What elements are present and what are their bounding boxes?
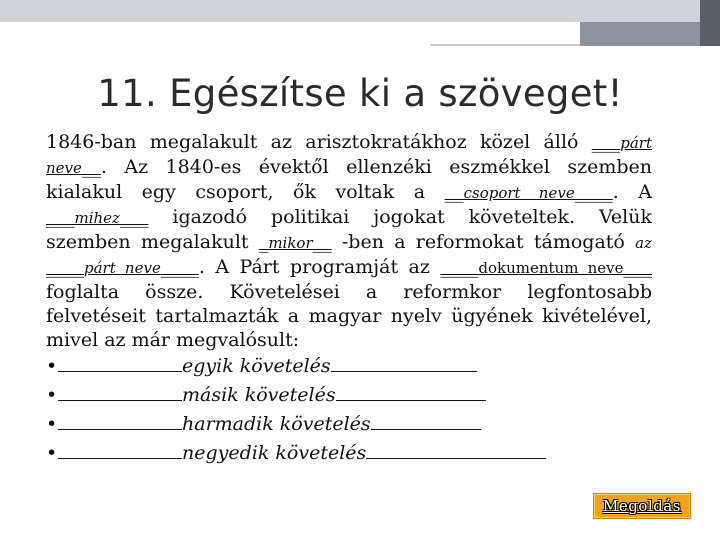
blank-date[interactable]: _mikor__ — [258, 231, 332, 253]
answer-blank[interactable] — [366, 440, 546, 459]
header-accent-bar — [580, 22, 700, 46]
blank-document[interactable]: ____dokumentum neve___ — [440, 256, 652, 278]
list-item — [46, 381, 652, 410]
slide-title: 11. Egészítse ki a szöveget! — [97, 72, 623, 115]
demand-label: egyik követelés — [182, 355, 331, 377]
demand-label: másik követelés — [182, 384, 336, 406]
demands-list — [46, 352, 652, 468]
text-segment: . A Párt programját az — [198, 256, 441, 278]
list-item — [46, 352, 652, 381]
blank-model[interactable]: ___mihez___ — [46, 206, 149, 228]
bullet: • — [46, 384, 58, 406]
text-segment: foglalta össze. Követelései a reformkor legfontosabb felvetéseit tartalmazták a magyar nyelv ügyének kivételével, mivel az már megvalósult: — [46, 281, 652, 351]
header-divider — [430, 44, 580, 46]
blank-party-1[interactable]: ___párt neve__ — [46, 131, 652, 178]
demand-label: negyedik követelés — [182, 442, 367, 464]
header-bar — [0, 0, 700, 22]
blank-party-2[interactable]: ____párt neve____ — [46, 256, 199, 278]
text-segment: 1846-ban megalakult az arisztokratákhoz közel álló — [46, 131, 592, 153]
text-segment: . Az 1840-es évektől ellenzéki eszmékkel szemben kialakul egy csoport, ők voltak a — [46, 156, 652, 203]
answer-blank[interactable] — [58, 353, 182, 372]
demand-label: harmadik követelés — [182, 413, 371, 435]
exercise-content — [46, 130, 652, 468]
text-segment: . A — [612, 181, 652, 203]
answer-blank[interactable] — [58, 440, 182, 459]
answer-blank[interactable] — [58, 382, 182, 401]
bullet: • — [46, 442, 58, 464]
answer-blank[interactable] — [336, 382, 486, 401]
corner-accent — [700, 0, 720, 46]
exercise-paragraph — [46, 130, 652, 352]
article-hint: az — [635, 234, 652, 252]
answer-blank[interactable] — [371, 411, 481, 430]
bullet: • — [46, 355, 58, 377]
text-segment: -ben a reformokat támogató — [331, 231, 636, 253]
list-item — [46, 439, 652, 468]
answer-blank[interactable] — [58, 411, 182, 430]
answer-blank[interactable] — [331, 353, 477, 372]
text-segment: igazodó politikai jogokat követeltek. Velük szemben megalakult — [46, 206, 652, 253]
bullet: • — [46, 413, 58, 435]
blank-group[interactable]: __csoport neve____ — [444, 181, 613, 203]
solution-button[interactable]: Megoldás — [593, 493, 691, 519]
list-item — [46, 410, 652, 439]
